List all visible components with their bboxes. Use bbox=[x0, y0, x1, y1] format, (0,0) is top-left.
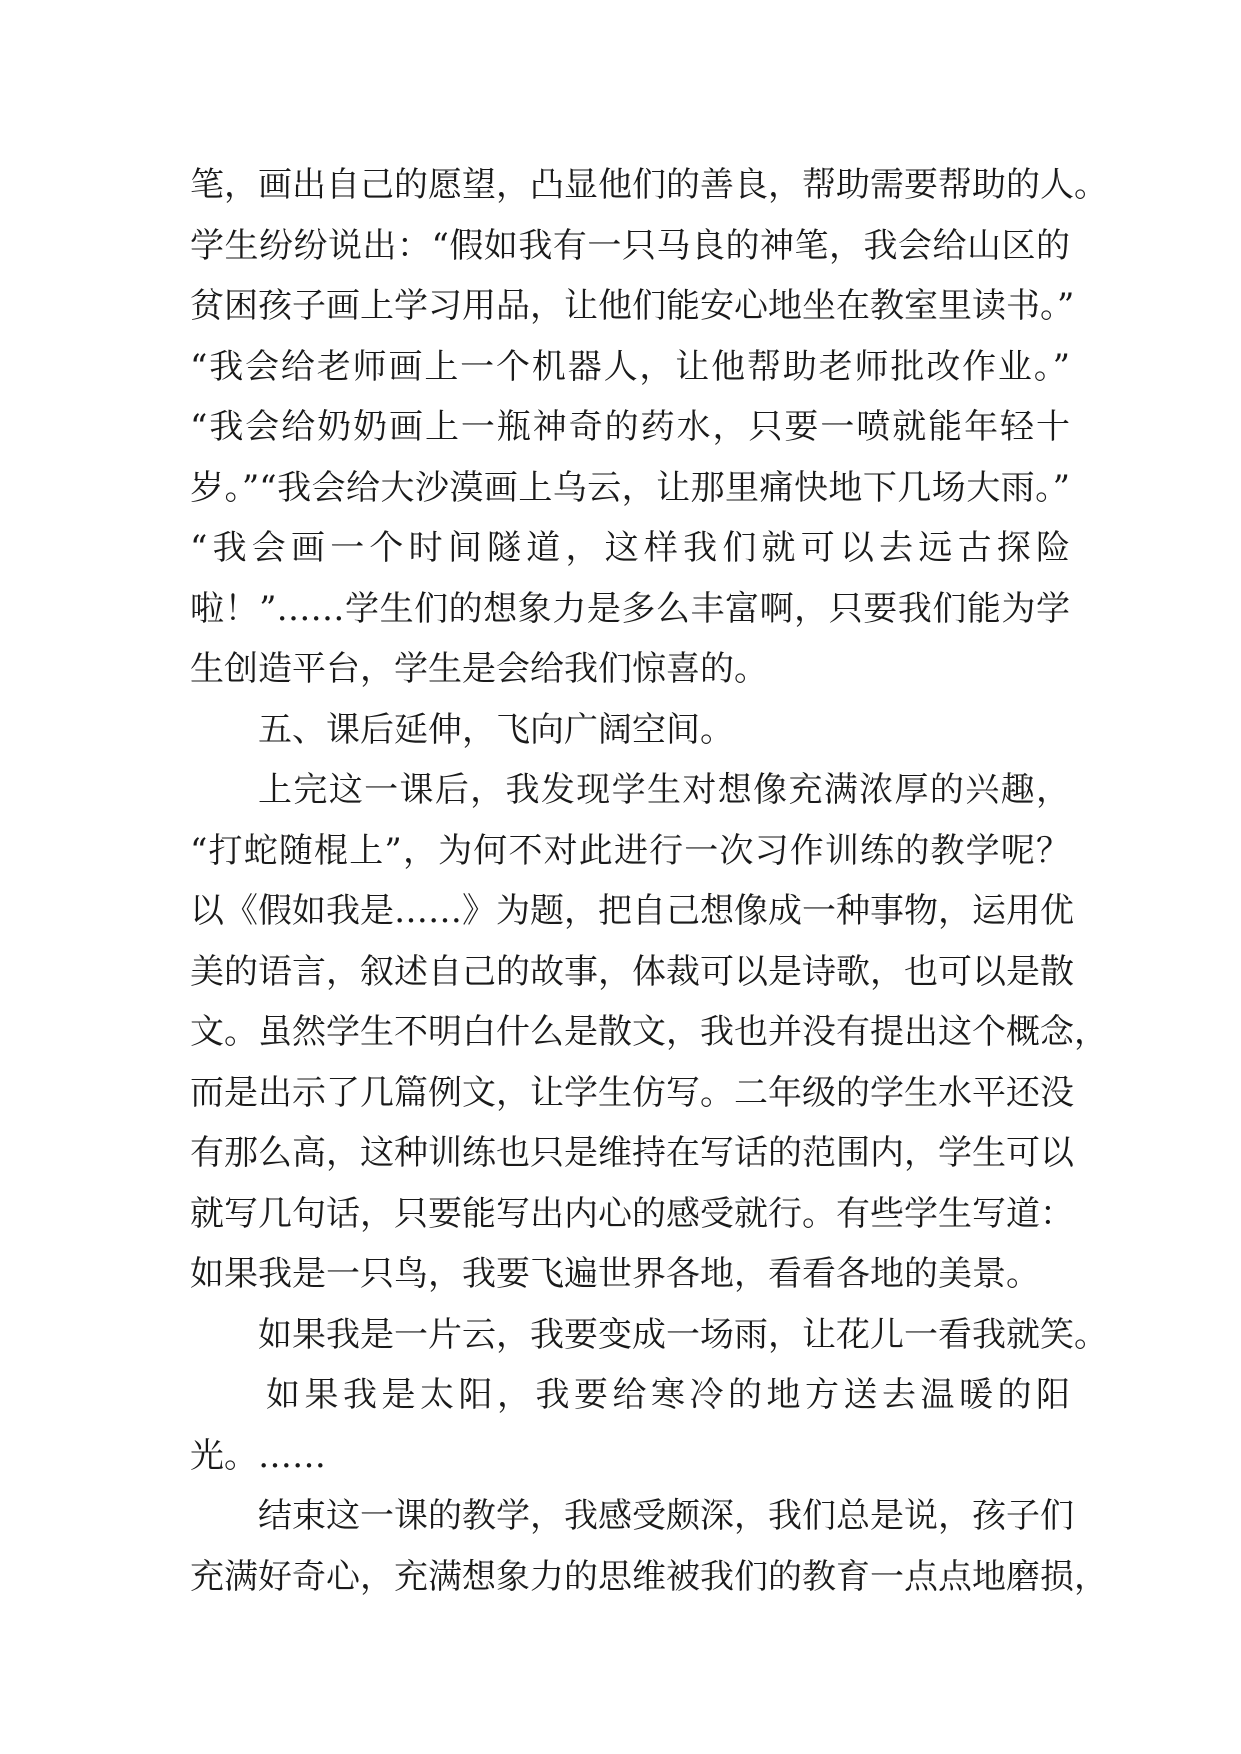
text-line: 岁。”“我会给大沙漠画上乌云，让那里痛快地下几场大雨。” bbox=[190, 467, 1070, 508]
text-line: 以《假如我是……》为题，把自己想像成一种事物，运用优 bbox=[190, 891, 1074, 931]
text-line: “我会给奶奶画上一瓶神奇的药水，只要一喷就能年轻十 bbox=[190, 407, 1070, 447]
text-line: 美的语言，叙述自己的故事，体裁可以是诗歌，也可以是散 bbox=[190, 951, 1074, 992]
text-line: 学生纷纷说出：“假如我有一只马良的神笔，我会给山区的 bbox=[190, 225, 1070, 266]
text-line: “打蛇随棍上”，为何不对此进行一次习作训练的教学呢？ bbox=[190, 830, 1070, 871]
text-line: 贫困孩子画上学习用品，让他们能安心地坐在教室里读书。” bbox=[190, 286, 1075, 326]
text-line: “我会给老师画上一个机器人，让他帮助老师批改作业。” bbox=[190, 346, 1070, 387]
text-line: 结束这一课的教学，我感受颇深，我们总是说，孩子们 bbox=[258, 1496, 1074, 1536]
text-line: 有那么高，这种训练也只是维持在写话的范围内，学生可以 bbox=[190, 1133, 1074, 1173]
text-line: 就写几句话，只要能写出内心的感受就行。有些学生写道： bbox=[190, 1193, 1074, 1234]
text-line: “我会画一个时间隧道，这样我们就可以去远古探险 bbox=[190, 528, 1070, 568]
text-line: 文。虽然学生不明白什么是散文，我也并没有提出这个概念， bbox=[190, 1012, 1108, 1052]
text-line: 光。…… bbox=[190, 1435, 326, 1476]
text-line: 而是出示了几篇例文，让学生仿写。二年级的学生水平还没 bbox=[190, 1072, 1074, 1113]
text-line: 上完这一课后，我发现学生对想像充满浓厚的兴趣， bbox=[258, 770, 1070, 810]
document-body bbox=[190, 155, 1108, 1607]
text-line: 充满好奇心，充满想象力的思维被我们的教育一点点地磨损， bbox=[190, 1556, 1108, 1597]
text-line: 生创造平台，学生是会给我们惊喜的。 bbox=[190, 649, 768, 689]
text-line: 笔，画出自己的愿望，凸显他们的善良，帮助需要帮助的人。 bbox=[190, 165, 1108, 205]
text-line: 如果我是太阳，我要给寒冷的地方送去温暖的阳 bbox=[266, 1375, 1070, 1415]
text-line: 如果我是一片云，我要变成一场雨，让花儿一看我就笑。 bbox=[258, 1314, 1108, 1355]
text-line: 啦！”……学生们的想象力是多么丰富啊，只要我们能为学 bbox=[190, 588, 1070, 629]
text-line: 如果我是一只鸟，我要飞遍世界各地，看看各地的美景。 bbox=[190, 1254, 1040, 1294]
section-heading: 五、课后延伸，飞向广阔空间。 bbox=[258, 709, 734, 750]
